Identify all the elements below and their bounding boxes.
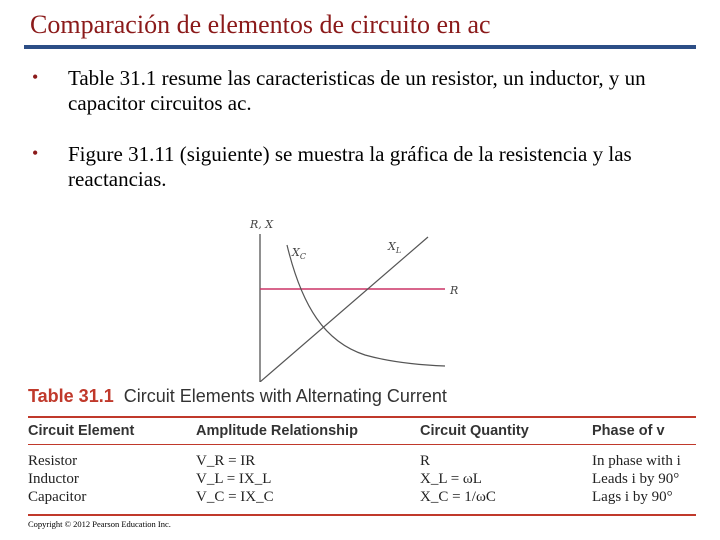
copyright-notice: Copyright © 2012 Pearson Education Inc. xyxy=(28,519,171,529)
table-row-2-quantity: X_L = ωL xyxy=(420,471,482,487)
slide-title: Comparación de elementos de circuito en ac xyxy=(30,10,491,39)
reactance-graph-svg xyxy=(240,212,480,382)
table-title xyxy=(28,386,447,407)
table-row-1-amplitude: V_R = IR xyxy=(196,453,256,469)
table-row-1-element: Resistor xyxy=(28,453,78,469)
table-row-3-element: Capacitor xyxy=(28,489,87,505)
table-header-rule xyxy=(28,444,696,445)
capacitive-reactance-curve xyxy=(287,245,445,366)
bullet-text-2: Figure 31.11 (siguiente) se muestra la gráfica de la resistencia y las reactancias. xyxy=(68,142,632,191)
header-phase: Phase of v xyxy=(592,423,665,439)
resistance-label: R xyxy=(450,284,459,297)
table-top-rule xyxy=(28,416,696,418)
xc-label: $X_C$ xyxy=(292,246,306,261)
table-row-1-quantity: R xyxy=(420,453,431,469)
table-row-3-quantity: X_C = 1/ωC xyxy=(420,489,496,505)
title-underline xyxy=(24,45,696,49)
header-circuit-element: Circuit Element xyxy=(28,423,135,439)
table-row-2-phase: Leads i by 90° xyxy=(592,471,680,487)
table-bottom-rule xyxy=(28,514,696,516)
table-row-3-phase: Lags i by 90° xyxy=(592,489,673,505)
table-row-2-amplitude: V_L = IX_L xyxy=(196,471,272,487)
reactance-graph xyxy=(240,212,480,382)
table-row-2-element: Inductor xyxy=(28,471,79,487)
table-row-1-phase: In phase with i xyxy=(592,453,681,469)
header-amplitude: Amplitude Relationship xyxy=(196,423,358,439)
table-row-3-amplitude: V_C = IX_C xyxy=(196,489,274,505)
table-caption: Circuit Elements with Alternating Current xyxy=(123,386,447,406)
inductive-reactance-line xyxy=(260,237,428,382)
bullet-text-1: Table 31.1 resume las caracteristicas de un resistor, un inductor, y un capacitor circuitos ac. xyxy=(68,66,646,115)
bullet-item-2 xyxy=(30,142,670,192)
bullet-marker: • xyxy=(32,67,39,87)
y-axis-label: R, X xyxy=(250,218,274,231)
header-quantity: Circuit Quantity xyxy=(420,423,529,439)
bullet-item-1 xyxy=(30,66,670,116)
xl-label: $X_L$ xyxy=(388,240,402,255)
table-number: Table 31.1 xyxy=(28,386,114,406)
bullet-marker: • xyxy=(32,143,39,163)
